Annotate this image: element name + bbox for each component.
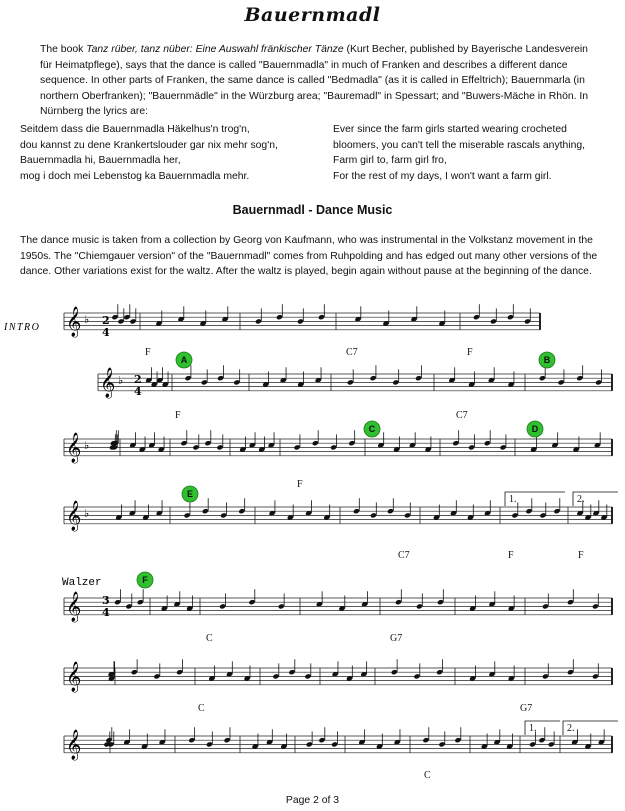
rehearsal-markers <box>137 352 555 588</box>
marker-c <box>364 421 380 437</box>
page-title: Bauernmadl <box>244 4 381 26</box>
flat-sign-icon: ♭ <box>118 374 124 387</box>
lyrics-line: Seitdem dass die Bauernmadla Häkelhus'n trog'n, <box>20 124 250 135</box>
time-sig-bottom: 4 <box>102 606 110 619</box>
marker-f <box>137 572 153 588</box>
volta-brackets <box>505 492 618 735</box>
chord-symbol: G7 <box>520 703 533 714</box>
chord-symbol: G7 <box>390 633 403 644</box>
intro-text-start: The book <box>40 44 87 55</box>
time-sig-bottom: 4 <box>102 326 110 339</box>
staff-lines <box>64 313 612 753</box>
treble-clef-icon: 𝄞 <box>66 501 82 531</box>
time-signatures <box>102 314 142 619</box>
lyrics-line: dou kannst zu dene Krankertslouder gar nix mehr sog'n, <box>20 139 278 151</box>
sheet-music <box>0 290 625 790</box>
marker-letter: B <box>543 355 551 365</box>
treble-clef-icon: 𝄞 <box>66 730 82 760</box>
intro-paragraph <box>40 42 600 120</box>
waltz-label: Walzer <box>62 577 102 589</box>
marker-letter: F <box>142 575 148 585</box>
marker-letter: D <box>531 424 539 434</box>
chord-symbol: F <box>578 550 584 561</box>
volta-label: 2. <box>567 723 575 734</box>
treble-clef-icon: 𝄞 <box>66 307 82 337</box>
chord-symbol: C <box>424 770 431 781</box>
chord-symbol: F <box>297 479 303 490</box>
treble-clef-icon: 𝄞 <box>100 368 116 398</box>
treble-clef-icon: 𝄞 <box>66 662 82 692</box>
chord-symbol: C7 <box>398 550 410 561</box>
chord-symbol: F <box>467 347 473 358</box>
lyrics-english <box>333 122 623 184</box>
lyrics-line: Bauernmadla hi, Bauernmadla her, <box>20 155 181 167</box>
section-title: Bauernmadl - Dance Music <box>232 203 393 217</box>
book-title: Tanz rüber, tanz nüber: Eine Auswahl fränkischer Tänze <box>86 44 344 55</box>
lyrics-line: Ever since the farm girls started wearing crocheted <box>333 124 567 135</box>
lyrics-german <box>20 122 320 184</box>
marker-letter: C <box>368 424 376 434</box>
chord-symbol: C <box>206 633 213 644</box>
lyrics-line: Farm girl to, farm girl fro, <box>333 155 447 167</box>
marker-letter: E <box>186 489 194 499</box>
chord-symbol: C7 <box>346 347 358 358</box>
time-sig-top: 3 <box>102 594 110 607</box>
intro-label: INTRO <box>4 322 41 333</box>
treble-clef-icon: 𝄞 <box>66 592 82 622</box>
page-number: Page 2 of 3 <box>285 795 340 806</box>
lyrics-line: bloomers, you can't tell the miserable rascals anything, <box>333 139 586 151</box>
time-sig-bottom: 4 <box>134 385 142 398</box>
treble-clefs <box>66 306 123 761</box>
volta-label: 2. <box>577 494 585 505</box>
chord-symbol: F <box>175 410 181 421</box>
music-notes <box>103 304 607 749</box>
marker-e <box>182 486 198 502</box>
time-sig-top: 2 <box>134 373 142 386</box>
chord-symbol: F <box>145 347 151 358</box>
volta-label: 1. <box>529 723 537 734</box>
music-description: The dance music is taken from a collection by Georg von Kaufmann, who was instrumental in the Volkstanz movement in the 1950s. The "Chiemgauer version" of the "Bauernmadl" comes from Ruhpolding and has edged out many other versions of the dance. Other variations exist for the waltz. After the waltz is played, begin again without pause at the beginning of the dance. <box>20 235 598 278</box>
marker-b <box>539 352 555 368</box>
time-sig-top: 2 <box>102 314 110 327</box>
volta-labels <box>509 494 585 734</box>
chord-symbol: F <box>508 550 514 561</box>
marker-letter: A <box>180 355 188 365</box>
intro-text-end: (Kurt Becher, published by Bayerische Landesverein für Heimatpflege), says that the dance is called "Bauernmadla" in much of Franken and describes a different dance sequence. In other parts of Franken, the same dance is called "Bedmadla" (as it is called in Effeltrich); Bauernmarla (in northern Oberfranken); "Bauernmädle" in the Würzburg area; "Bauremadl" in Spessart; and "Buwers-Mäche in Rhön. In Nürnberg the lyrics are: <box>40 44 589 118</box>
marker-a <box>176 352 192 368</box>
lyrics-line: mog i doch mei Lebenstog ka Bauernmadla mehr. <box>20 170 250 182</box>
lyrics-line: For the rest of my days, I won't want a farm girl. <box>333 170 552 182</box>
marker-d <box>527 421 543 437</box>
chord-symbol: C7 <box>456 410 468 421</box>
flat-sign-icon: ♭ <box>84 507 90 520</box>
treble-clef-icon: 𝄞 <box>66 433 82 463</box>
volta-label: 1. <box>509 494 517 505</box>
chord-symbol: C <box>198 703 205 714</box>
flat-sign-icon: ♭ <box>84 439 90 452</box>
flat-sign-icon: ♭ <box>84 313 90 326</box>
chord-symbols <box>145 347 584 781</box>
